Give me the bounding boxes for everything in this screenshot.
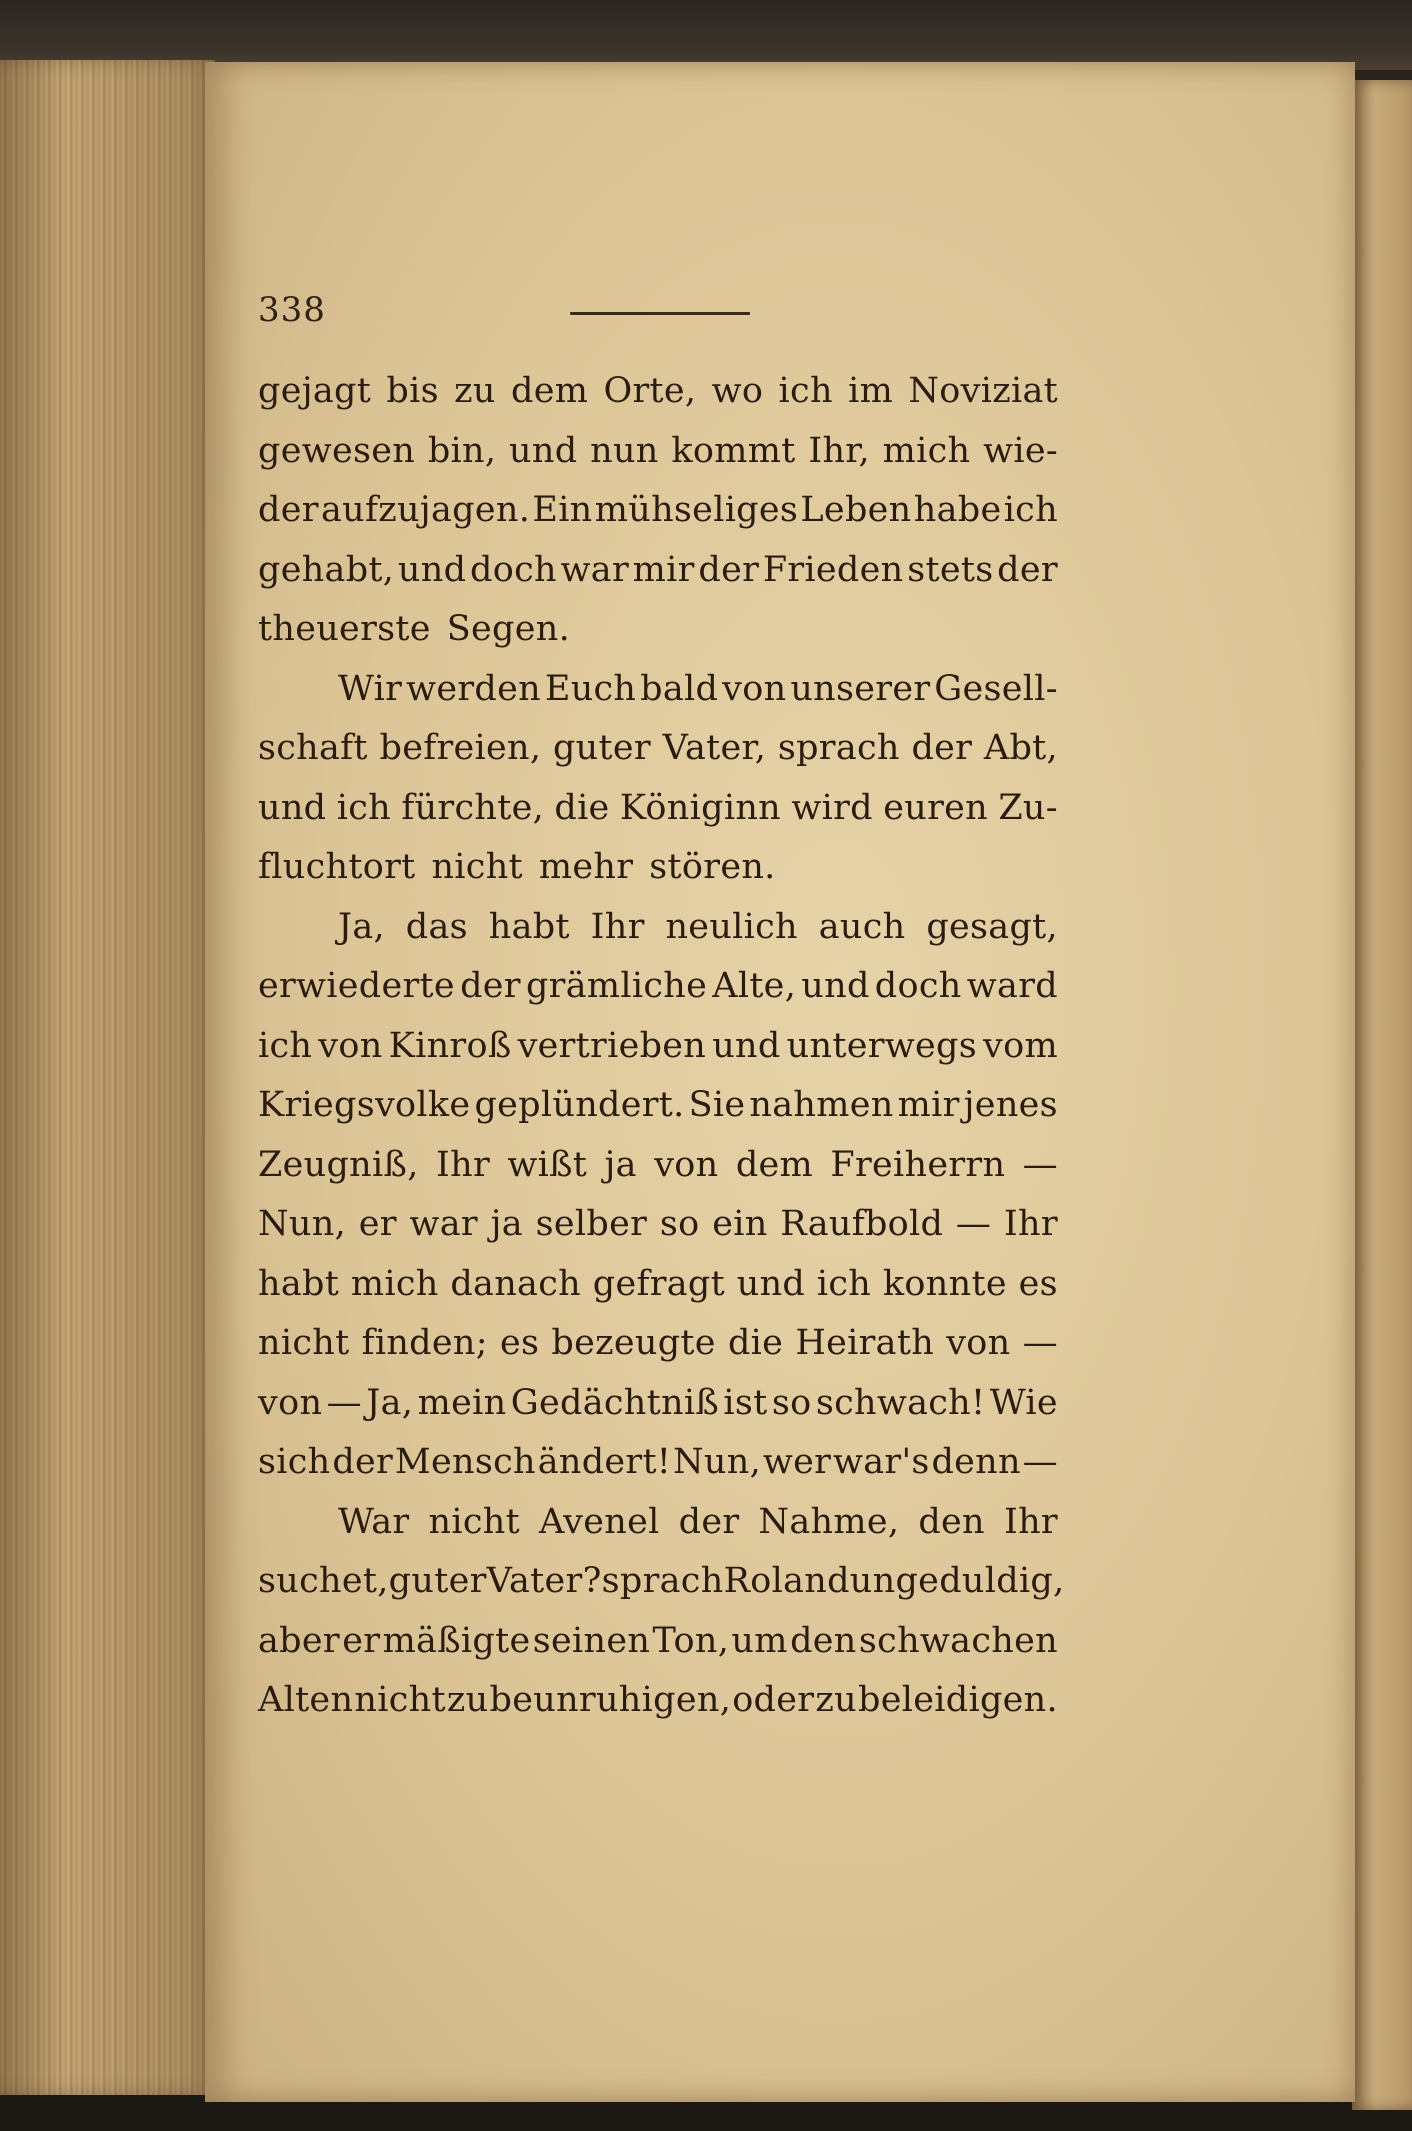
word: bezeugte — [551, 1323, 716, 1363]
word: nicht — [431, 847, 523, 887]
word: ich — [336, 787, 391, 828]
word: — — [955, 1204, 992, 1244]
text-line — [258, 1136, 1058, 1196]
word: theuerste — [258, 609, 431, 649]
text-line — [258, 1076, 1058, 1136]
word: Gesell- — [934, 668, 1058, 709]
word: guter — [388, 1561, 487, 1601]
word: fürchte, — [401, 787, 545, 828]
word: nicht — [354, 1680, 446, 1720]
word: der — [911, 728, 973, 768]
word: es — [499, 1323, 540, 1363]
word: und — [712, 1025, 781, 1066]
word: der — [332, 1442, 394, 1482]
text-line — [258, 719, 1058, 779]
word: Ihr — [590, 906, 645, 947]
word: und — [509, 430, 578, 471]
word: beunruhigen, — [489, 1680, 732, 1720]
word: — — [1022, 1144, 1058, 1185]
word: ja — [490, 1204, 523, 1244]
word: ward — [966, 966, 1058, 1006]
word: beleidigen. — [858, 1680, 1058, 1720]
word: guter — [552, 728, 651, 768]
text-line — [258, 422, 1058, 482]
word: War — [338, 1501, 410, 1542]
word: Orte, — [603, 371, 697, 411]
page-content — [258, 290, 1065, 1731]
word: Wir — [338, 668, 403, 709]
word: Zu- — [998, 787, 1058, 828]
word: Heirath — [795, 1323, 935, 1363]
word: der — [678, 1501, 740, 1542]
word: dem — [511, 371, 589, 411]
word: von — [258, 1382, 323, 1423]
text-line — [258, 1374, 1058, 1434]
word: stets — [907, 549, 994, 590]
word: mich — [350, 1263, 439, 1304]
word: habt — [488, 906, 570, 947]
word: der — [698, 549, 760, 590]
word: den — [918, 1501, 985, 1542]
word: ich — [778, 371, 833, 411]
word: der — [460, 966, 521, 1006]
word: es — [1018, 1263, 1058, 1304]
word: Nun, — [673, 1442, 762, 1482]
word: Ihr — [1003, 1204, 1058, 1244]
word: so — [659, 1204, 700, 1244]
text-line — [258, 1552, 1065, 1612]
word: das — [405, 906, 468, 947]
word: wißt — [507, 1144, 588, 1185]
word: nahmen — [749, 1085, 894, 1125]
word: — — [1022, 1442, 1058, 1482]
word: vertrieben — [517, 1025, 707, 1066]
word: um — [731, 1620, 788, 1661]
word: er — [342, 1620, 381, 1661]
word: der — [997, 549, 1058, 590]
word: Kinroß — [388, 1025, 512, 1066]
word: seinen — [532, 1620, 651, 1661]
word: finden; — [361, 1323, 488, 1363]
word: Mensch — [394, 1442, 536, 1482]
word: mühseliges — [594, 490, 799, 530]
word: ändert! — [537, 1442, 672, 1482]
text-line — [258, 1671, 1058, 1731]
word: ich — [1003, 490, 1058, 530]
word: Avenel — [538, 1501, 660, 1542]
word: ungeduldig, — [849, 1561, 1065, 1601]
word: Freiherrn — [830, 1144, 1006, 1185]
word: Königinn — [619, 787, 782, 828]
word: und — [736, 1263, 806, 1304]
text-line — [258, 1493, 1058, 1553]
text-line — [258, 1255, 1058, 1315]
word: nicht — [428, 1501, 520, 1542]
word: Sie — [688, 1085, 746, 1125]
word: Euch — [544, 668, 637, 709]
word: sprach — [601, 1561, 724, 1601]
word: wird — [791, 787, 873, 828]
word: zu — [815, 1680, 857, 1720]
word: mir — [632, 549, 695, 590]
text-line — [258, 898, 1058, 958]
word: Alte, — [712, 966, 797, 1006]
page-stack-edges — [0, 60, 215, 2095]
word: mein — [417, 1382, 507, 1423]
text-line — [258, 541, 1058, 601]
word: gejagt — [258, 371, 372, 411]
word: mehr — [538, 847, 634, 887]
word: Vater, — [662, 728, 767, 768]
word: denn — [931, 1442, 1021, 1482]
word: Ja, — [366, 1382, 414, 1423]
text-line — [258, 362, 1058, 422]
text-line — [258, 660, 1058, 720]
word: Raufbold — [780, 1204, 944, 1244]
word: ist — [723, 1382, 768, 1423]
word: habe — [913, 490, 1002, 530]
word: war's — [832, 1442, 930, 1482]
word: befreien, — [379, 728, 542, 768]
facing-page-edge — [1352, 80, 1412, 2110]
word: mir — [897, 1085, 960, 1125]
word: unserer — [790, 668, 931, 709]
word: oder — [732, 1680, 815, 1720]
word: schwach! — [815, 1382, 986, 1423]
header-rule — [570, 312, 750, 315]
word: Ihr — [435, 1144, 490, 1185]
text-line — [258, 1195, 1058, 1255]
word: danach — [450, 1263, 581, 1304]
word: im — [848, 371, 894, 411]
word: — — [326, 1382, 362, 1423]
body-text — [258, 362, 1065, 1731]
word: von — [946, 1323, 1011, 1363]
word: gefragt — [592, 1263, 725, 1304]
word: nicht — [258, 1323, 350, 1363]
word: war — [409, 1204, 478, 1244]
word: mich — [882, 430, 971, 471]
word: schaft — [258, 728, 368, 768]
word: Vater? — [486, 1561, 602, 1601]
word: dem — [735, 1144, 814, 1185]
word: er — [358, 1204, 397, 1244]
word: Zeugniß, — [258, 1144, 419, 1185]
word: — — [1022, 1323, 1058, 1363]
word: Ein — [532, 490, 593, 530]
word: Segen. — [446, 609, 571, 649]
word: Wie — [989, 1382, 1058, 1423]
word: ich — [816, 1263, 872, 1304]
word: vom — [983, 1025, 1058, 1066]
word: selber — [535, 1204, 648, 1244]
word: stören. — [649, 847, 776, 887]
word: der — [258, 490, 319, 530]
page-number: 338 — [258, 290, 326, 330]
word: Nun, — [258, 1204, 347, 1244]
text-line — [258, 1433, 1058, 1493]
page-header — [258, 290, 1058, 350]
word: Gedächtniß — [510, 1382, 720, 1423]
text-line — [258, 1314, 1058, 1374]
word: doch — [874, 966, 962, 1006]
word: doch — [470, 549, 557, 590]
word: geplündert. — [474, 1085, 685, 1125]
word: gewesen — [258, 430, 416, 471]
word: werden — [406, 668, 541, 709]
word: Abt, — [983, 728, 1058, 768]
word: den — [790, 1620, 857, 1661]
word: auch — [818, 906, 906, 947]
word: euren — [883, 787, 988, 828]
word: zu — [446, 1680, 489, 1720]
word: schwachen — [858, 1620, 1058, 1661]
word: und — [258, 787, 327, 828]
word: zu — [454, 371, 496, 411]
word: Alten — [258, 1680, 354, 1720]
text-line — [258, 1612, 1058, 1672]
word: von — [318, 1025, 383, 1066]
word: Ihr — [1003, 1501, 1058, 1542]
word: gehabt, — [258, 549, 395, 590]
word: Ihr, — [808, 430, 870, 471]
word: konnte — [882, 1263, 1007, 1304]
word: die — [554, 787, 610, 828]
word: gesagt, — [926, 906, 1058, 947]
word: Ton, — [652, 1620, 730, 1661]
word: bald — [640, 668, 719, 709]
word: wer — [762, 1442, 832, 1482]
word: grämliche — [525, 966, 708, 1006]
text-line — [258, 838, 1058, 898]
word: Frieden — [762, 549, 904, 590]
word: von — [722, 668, 787, 709]
word: bin, — [427, 430, 497, 471]
text-line — [258, 481, 1058, 541]
word: ich — [258, 1025, 313, 1066]
word: ein — [712, 1204, 768, 1244]
word: so — [771, 1382, 812, 1423]
word: habt — [258, 1263, 340, 1304]
word: mäßigte — [382, 1620, 531, 1661]
text-line — [258, 957, 1058, 1017]
word: neulich — [665, 906, 798, 947]
word: nun — [590, 430, 659, 471]
word: jenes — [963, 1085, 1058, 1125]
word: die — [727, 1323, 784, 1363]
word: suchet, — [258, 1561, 389, 1601]
word: bis — [386, 371, 439, 411]
word: sprach — [777, 728, 900, 768]
word: kommt — [671, 430, 796, 471]
word: und — [801, 966, 870, 1006]
word: Roland — [723, 1561, 850, 1601]
word: Leben — [800, 490, 912, 530]
word: wo — [711, 371, 764, 411]
word: wie- — [983, 430, 1058, 471]
word: Nahme, — [758, 1501, 900, 1542]
word: und — [397, 549, 467, 590]
word: fluchtort — [258, 847, 416, 887]
word: unterwegs — [786, 1025, 977, 1066]
word: erwiederte — [258, 966, 455, 1006]
text-line — [258, 1017, 1058, 1077]
word: Ja, — [338, 906, 385, 947]
text-line — [258, 779, 1058, 839]
text-line — [258, 600, 1058, 660]
word: von — [654, 1144, 719, 1185]
word: Noviziat — [908, 371, 1058, 411]
word: aber — [258, 1620, 340, 1661]
word: Kriegsvolke — [258, 1085, 471, 1125]
word: war — [560, 549, 629, 590]
word: sich — [258, 1442, 331, 1482]
word: aufzujagen. — [320, 490, 531, 530]
word: ja — [604, 1144, 637, 1185]
